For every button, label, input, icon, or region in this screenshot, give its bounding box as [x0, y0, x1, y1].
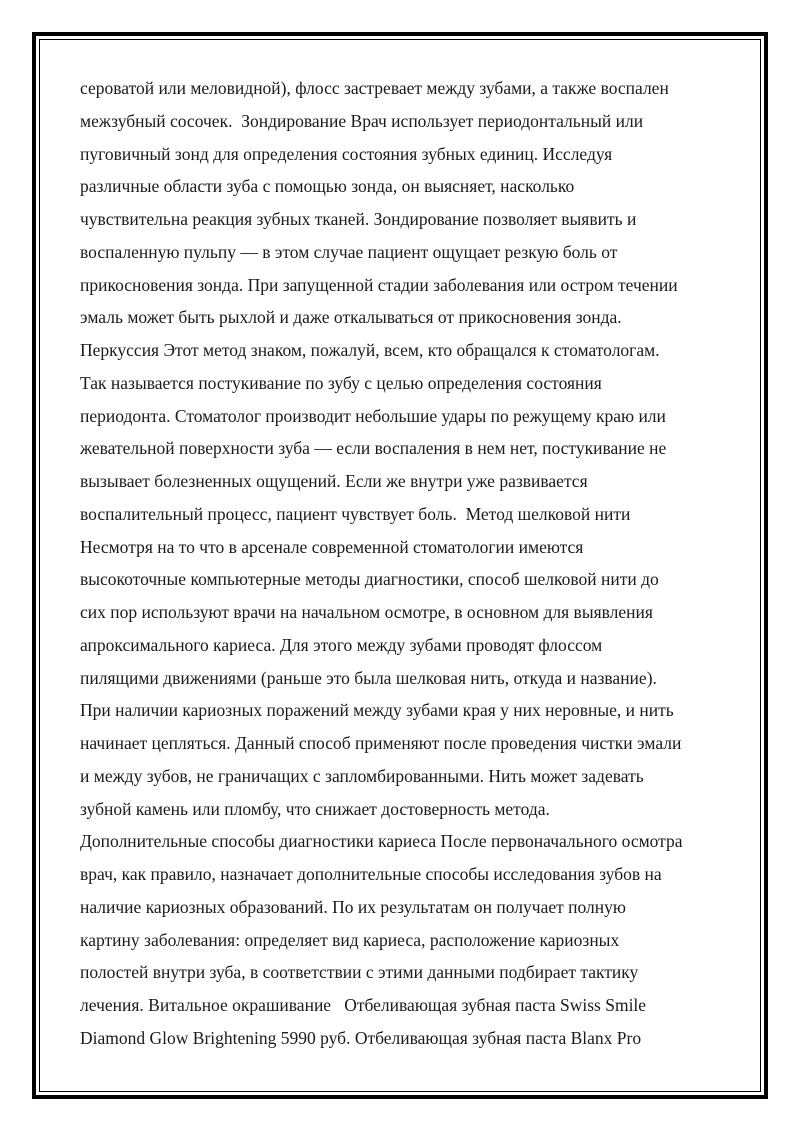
text-line: воспаленную пульпу — в этом случае пациент ощущает резкую боль от: [80, 241, 618, 262]
text-line: наличие кариозных образований. По их результатам он получает полную: [80, 896, 626, 917]
body-text: [80, 72, 740, 1055]
text-line: пилящими движениями (раньше это была шелковая нить, откуда и название).: [80, 667, 657, 688]
text-line: начинает цепляться. Данный способ применяют после проведения чистки эмали: [80, 733, 682, 753]
text-line: апроксимального кариеса. Для этого между зубами проводят флоссом: [80, 634, 603, 655]
text-line: воспалительный процесс, пациент чувствует боль. Метод шелковой нити: [80, 503, 631, 524]
text-line: прикосновения зонда. При запущенной стадии заболевания или остром течении: [80, 274, 678, 295]
text-line: вызывает болезненных ощущений. Если же внутри уже развивается: [80, 471, 588, 491]
text-line: различные области зуба с помощью зонда, он выясняет, насколько: [80, 176, 575, 197]
text-line: эмаль может быть рыхлой и даже откалываться от прикосновения зонда.: [80, 307, 622, 328]
text-line: Несмотря на то что в арсенале современной стоматологии имеются: [80, 536, 584, 557]
text-line: периодонта. Стоматолог производит небольшие удары по режущему краю или: [80, 405, 666, 426]
text-line: пуговичный зонд для определения состояния зубных единиц. Исследуя: [80, 143, 613, 164]
text-line: картину заболевания: определяет вид кариеса, расположение кариозных: [80, 929, 620, 950]
text-line: Дополнительные способы диагностики кариеса После первоначального осмотра: [80, 831, 683, 852]
text-line: Diamond Glow Brightening 5990 руб. Отбеливающая зубная паста Blanx Pro: [80, 1027, 642, 1048]
text-line: сероватой или меловидной), флосс застревает между зубами, а также воспален: [80, 78, 669, 98]
text-line: сих пор используют врачи на начальном осмотре, в основном для выявления: [80, 602, 653, 622]
text-line: При наличии кариозных поражений между зубами края у них неровные, и нить: [80, 700, 674, 721]
text-line: высокоточные компьютерные методы диагностики, способ шелковой нити до: [80, 569, 659, 590]
page-border: [32, 32, 768, 1099]
text-line: межзубный сосочек. Зондирование Врач использует периодонтальный или: [80, 110, 644, 131]
text-line: зубной камень или пломбу, что снижает достоверность метода.: [80, 798, 550, 819]
text-line: лечения. Витальное окрашивание Отбеливающая зубная паста Swiss Smile: [80, 995, 647, 1015]
text-line: врач, как правило, назначает дополнительные способы исследования зубов на: [80, 864, 662, 884]
text-line: Перкуссия Этот метод знаком, пожалуй, всем, кто обращался к стоматологам.: [80, 340, 660, 360]
text-line: Так называется постукивание по зубу с целью определения состояния: [80, 372, 602, 393]
text-line: чувствительна реакция зубных тканей. Зондирование позволяет выявить и: [80, 209, 637, 229]
text-line: полостей внутри зуба, в соответствии с этими данными подбирает тактику: [80, 962, 639, 983]
text-line: и между зубов, не граничащих с запломбированными. Нить может задевать: [80, 765, 644, 786]
text-line: жевательной поверхности зуба — если воспаления в нем нет, постукивание не: [80, 438, 667, 459]
